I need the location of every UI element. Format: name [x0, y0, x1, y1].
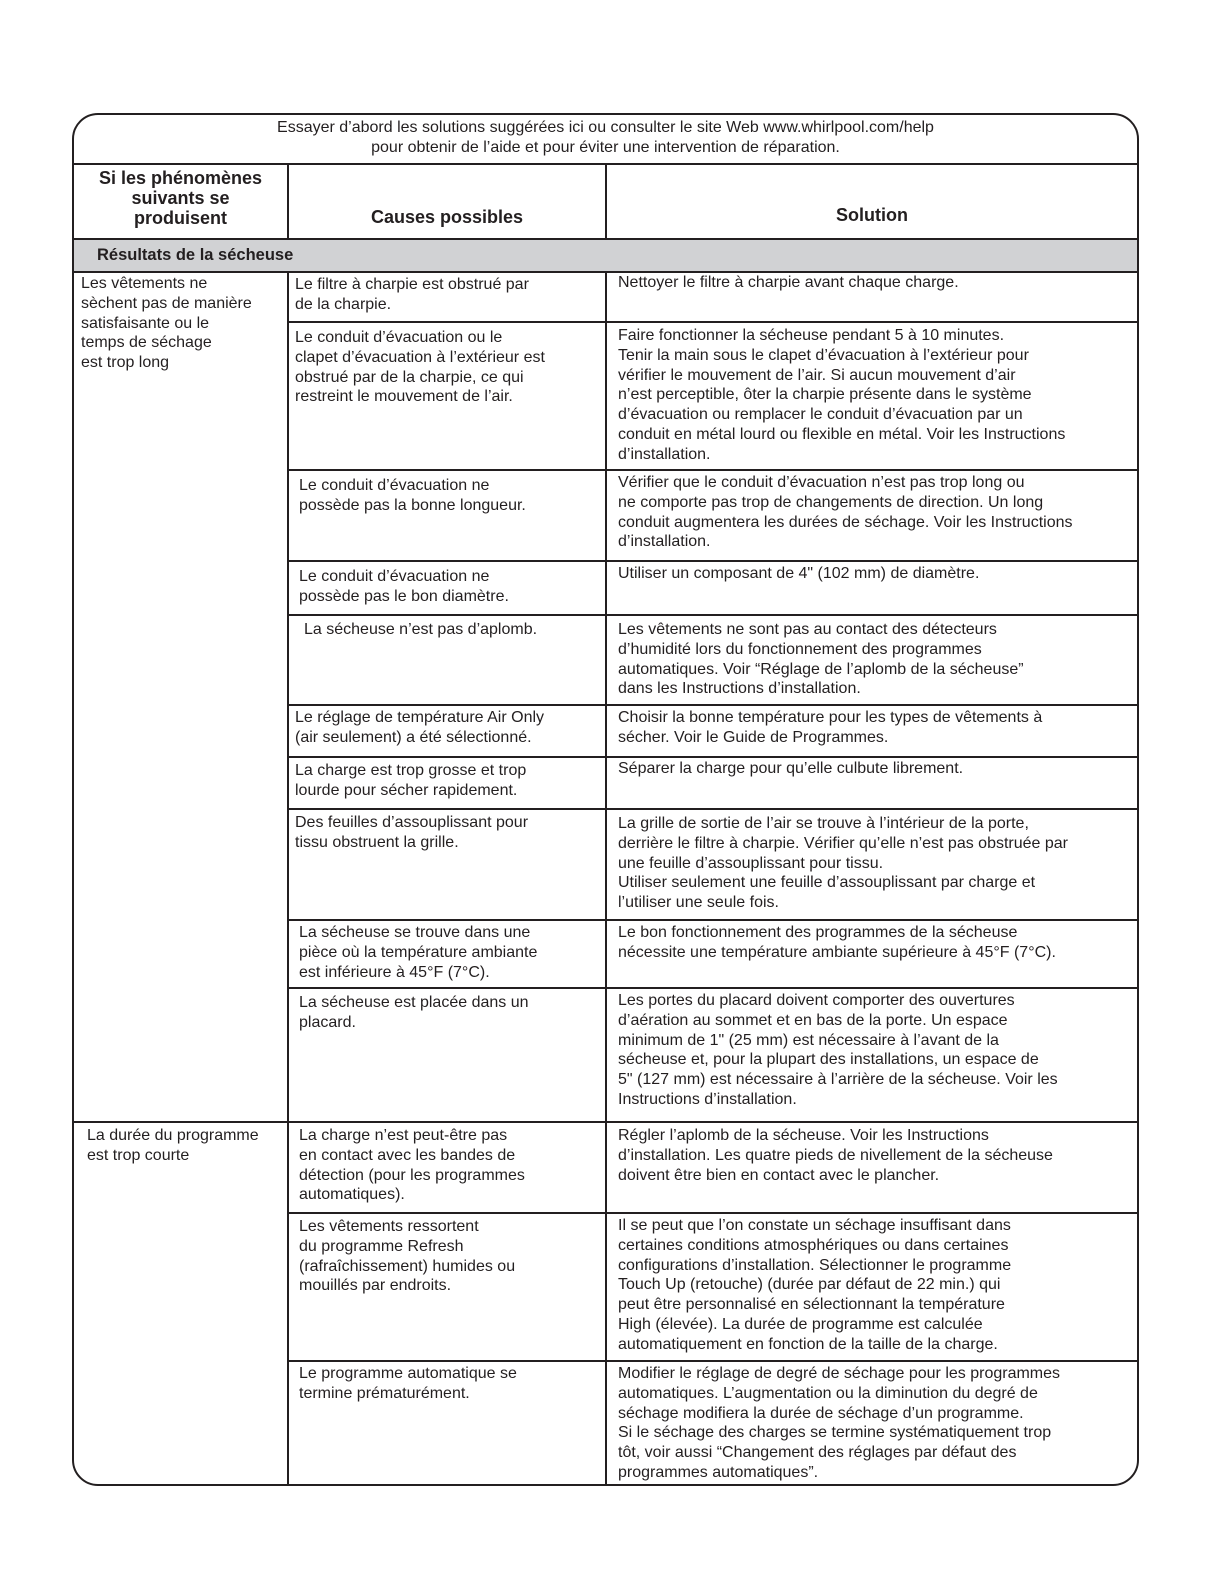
troubleshooting-table — [72, 113, 1139, 1486]
cause-cell: Les vêtements ressortent du programme Refresh (rafraîchissement) humides ou mouillés par endroits. — [289, 1214, 607, 1360]
solution-cell: Les portes du placard doivent comporter des ouvertures d’aération au sommet et en bas de la porte. Un espace minimum de 1" (25 mm) est nécessaire à l’avant de la sécheuse et, pour la plupart des installations, un espace de 5" (127 mm) est nécessaire à l’arrière de la sécheuse. Voir les Instructions d’installation. — [618, 992, 1058, 1108]
cause-cell: Le conduit d’évacuation ne possède pas le bon diamètre. — [289, 562, 607, 614]
table-row — [289, 1123, 1137, 1214]
problem-group-drying-slow — [74, 273, 1137, 1123]
table-row — [289, 758, 1137, 810]
solution-cell: Séparer la charge pour qu’elle culbute librement. — [618, 760, 964, 777]
table-row — [289, 616, 1137, 706]
intro-note — [74, 115, 1137, 165]
cause-cell: La sécheuse n’est pas d’aplomb. — [289, 616, 607, 704]
table-header — [74, 165, 1137, 240]
header-problem: Si les phénomènes suivants se produisent — [74, 165, 289, 238]
cause-cell: Le conduit d’évacuation ne possède pas la bonne longueur. — [289, 471, 607, 560]
table-row — [289, 989, 1137, 1121]
table-row — [289, 706, 1137, 758]
intro-line-2: pour obtenir de l’aide et pour éviter une intervention de réparation. — [371, 138, 840, 156]
intro-line-1: Essayer d’abord les solutions suggérées ici ou consulter le site Web www.whirlpool.com/help — [277, 119, 934, 136]
solution-cell: La grille de sortie de l’air se trouve à l’intérieur de la porte, derrière le filtre à charpie. Vérifier qu’elle n’est pas obstruée par une feuille d’assouplissant pour tissu. Utiliser seulement une feuille d’assouplissant par charge et l’utiliser une seule fois. — [618, 815, 1069, 912]
cause-rows — [289, 273, 1137, 1121]
table-row — [289, 810, 1137, 921]
header-solution: Solution — [836, 205, 908, 225]
solution-cell: Il se peut que l’on constate un séchage insuffisant dans certaines conditions atmosphériques ou dans certaines configurations d’installation. Sélectionner le programme Touch Up (retouche) (durée par défaut de 22 min.) qui peut être personnalisé en sélectionnant la température High (élevée). La durée de programme est calculée automatiquement en fonction de la taille de la charge. — [618, 1217, 1012, 1353]
cause-cell: La charge est trop grosse et trop lourde pour sécher rapidement. — [289, 758, 607, 808]
solution-cell: Choisir la bonne température pour les types de vêtements à sécher. Voir le Guide de Programmes. — [618, 709, 1043, 746]
solution-cell: Faire fonctionner la sécheuse pendant 5 à 10 minutes. Tenir la main sous le clapet d’évacuation à l’extérieur pour vérifier le mouvement de l’air. Si aucun mouvement d’air n’est perceptible, ôter la charpie présente dans le système d’évacuation ou remplacer le conduit d’évacuation par un conduit en métal lourd ou flexible en métal. Voir les Instructions d’installation. — [618, 327, 1066, 463]
problem-cell: Les vêtements ne sèchent pas de manière satisfaisante ou le temps de séchage est trop long — [74, 273, 289, 1121]
header-causes: Causes possibles — [289, 165, 607, 238]
problem-cell: La durée du programme est trop courte — [74, 1123, 289, 1486]
solution-cell: Régler l’aplomb de la sécheuse. Voir les Instructions d’installation. Les quatre pieds de nivellement de la sécheuse doivent être bien en contact avec le plancher. — [618, 1127, 1053, 1184]
solution-cell: Utiliser un composant de 4" (102 mm) de diamètre. — [618, 565, 980, 582]
solution-cell: Le bon fonctionnement des programmes de la sécheuse nécessite une température ambiante supérieure à 45°F (7°C). — [618, 924, 1056, 961]
table-row — [289, 1362, 1137, 1486]
cause-rows — [289, 1123, 1137, 1486]
cause-cell: Le programme automatique se termine prématurément. — [289, 1362, 607, 1486]
cause-cell: La sécheuse se trouve dans une pièce où la température ambiante est inférieure à 45°F (7°C). — [289, 921, 607, 987]
cause-cell: La charge n’est peut-être pas en contact avec les bandes de détection (pour les programmes automatiques). — [289, 1123, 607, 1212]
solution-cell: Les vêtements ne sont pas au contact des détecteurs d’humidité lors du fonctionnement des programmes automatiques. Voir “Réglage de l’aplomb de la sécheuse” dans les Instructions d’installation. — [618, 621, 1024, 698]
table-row — [289, 921, 1137, 989]
cause-cell: Le filtre à charpie est obstrué par de la charpie. — [289, 273, 607, 321]
solution-cell: Modifier le réglage de degré de séchage pour les programmes automatiques. L’augmentation ou la diminution du degré de séchage modifiera la durée de séchage d’un programme. Si le séchage des charges se termine systématiquement trop tôt, voir aussi “Changement des réglages par défaut des programmes automatiques”. — [618, 1365, 1061, 1481]
cause-cell: Des feuilles d’assouplissant pour tissu obstruent la grille. — [289, 810, 607, 919]
problem-group-cycle-short — [74, 1123, 1137, 1486]
table-row — [289, 273, 1137, 323]
table-row — [289, 562, 1137, 616]
cause-cell: La sécheuse est placée dans un placard. — [289, 989, 607, 1121]
solution-cell: Vérifier que le conduit d’évacuation n’est pas trop long ou ne comporte pas trop de changements de direction. Un long conduit augmentera les durées de séchage. Voir les Instructions d’installation. — [618, 474, 1073, 551]
solution-cell: Nettoyer le filtre à charpie avant chaque charge. — [618, 274, 959, 291]
cause-cell: Le réglage de température Air Only (air seulement) a été sélectionné. — [289, 706, 607, 756]
cause-cell: Le conduit d’évacuation ou le clapet d’évacuation à l’extérieur est obstrué par de la charpie, ce qui restreint le mouvement de l’air. — [289, 323, 607, 469]
table-row — [289, 323, 1137, 471]
section-title: Résultats de la sécheuse — [74, 240, 1137, 273]
table-row — [289, 471, 1137, 562]
table-row — [289, 1214, 1137, 1362]
